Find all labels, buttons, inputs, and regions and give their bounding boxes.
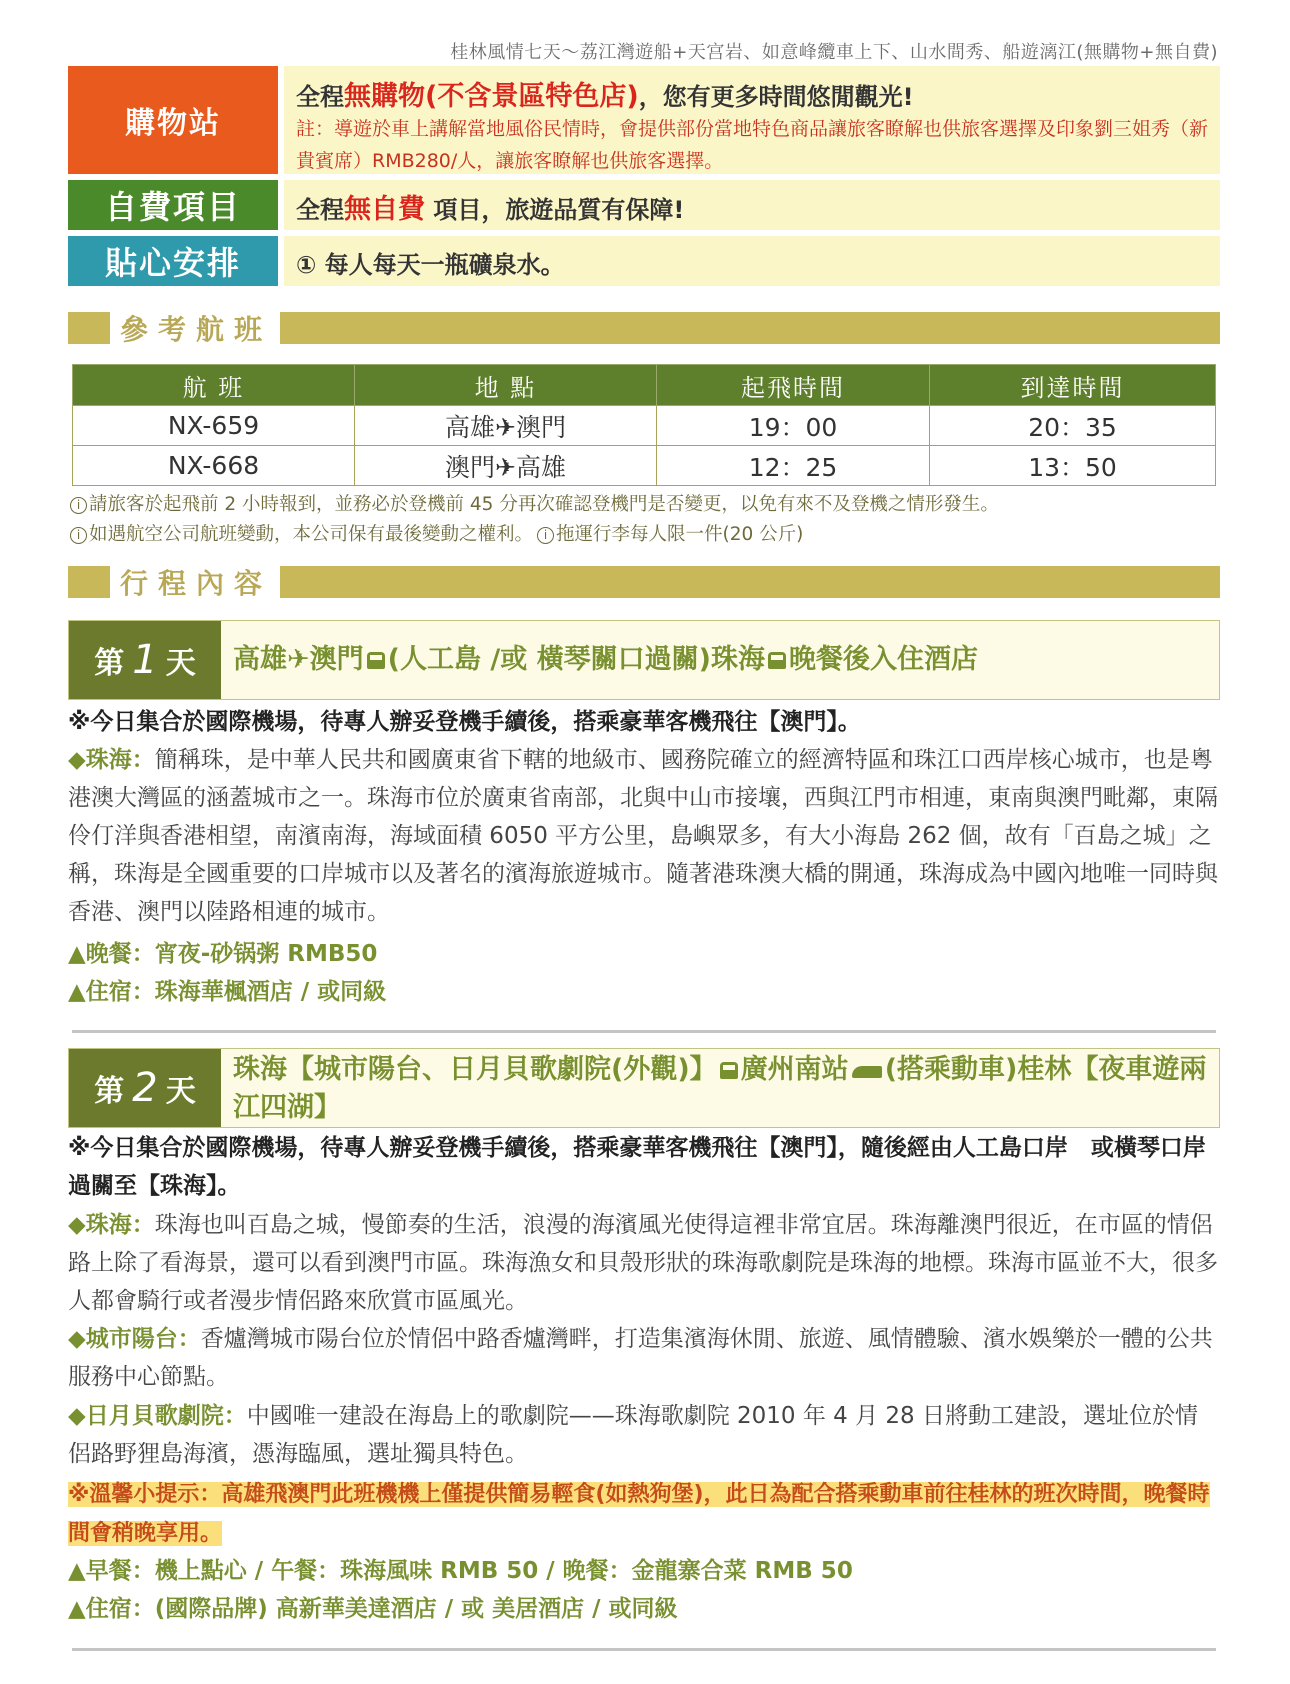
flight-note-2a-text: 如遇航空公司航班變動，本公司保有最後變動之權利。 — [89, 524, 534, 545]
shopping-line — [296, 74, 1208, 113]
day2-title — [221, 1049, 1219, 1127]
day2-zhuhai-label: ◆珠海： — [68, 1212, 155, 1238]
optional-label: 自費項目 — [68, 180, 278, 230]
day1-badge — [69, 621, 221, 699]
flight-note-1-text: 請旅客於起飛前 2 小時報到，並務必於登機前 45 分再次確認登機門是否變更，以免有來不及登機之情形發生。 — [89, 494, 999, 515]
day-suffix: 天 — [165, 1074, 196, 1109]
day2-zhuhai — [68, 1206, 1220, 1320]
day-prefix: 第 — [94, 1074, 125, 1109]
flight-route: 高雄✈澳門 — [355, 406, 657, 446]
table-row — [73, 406, 1216, 446]
info-icon: i — [537, 527, 554, 544]
day1-hotel-text: ▲住宿：珠海華楓酒店 / 或同級 — [68, 979, 387, 1005]
day2-badge — [69, 1049, 221, 1127]
day-number: 1 — [132, 637, 158, 683]
flights-header-row — [73, 365, 1216, 406]
flight-note-2b-text: 拖運行李每人限一件(20 公斤) — [556, 524, 804, 545]
bus-icon — [720, 1062, 738, 1079]
day-number: 2 — [132, 1065, 158, 1111]
bus-icon — [367, 652, 385, 669]
day2-title-a: 珠海【城市陽台、日月貝歌劇院(外觀)】 — [233, 1054, 717, 1085]
route-title: 桂林風情七天～荔江灣遊船+天宫岩、如意峰纜車上下、山水間秀、船遊漓江(無購物+無自費) — [450, 42, 1218, 63]
col-depart: 起飛時間 — [657, 365, 930, 406]
shopping-highlight: 無購物(不含景區特色店) — [344, 81, 639, 112]
itinerary-section-header — [68, 564, 1220, 600]
day2-intro-e: 。 — [217, 1173, 241, 1199]
divider — [72, 1030, 1216, 1033]
day2-balcony-label: ◆城市陽台： — [68, 1326, 201, 1352]
optional-prefix: 全程 — [296, 196, 344, 224]
day2-opera — [68, 1397, 1220, 1473]
day1-meal — [68, 935, 1220, 973]
care-body — [284, 236, 1220, 286]
divider — [72, 1648, 1216, 1651]
day1-title — [221, 621, 1219, 699]
day1-intro — [68, 703, 1220, 741]
shopping-suffix: ，您有更多時間悠閒觀光! — [638, 83, 914, 111]
day2-intro-b: 【澳門】 — [757, 1135, 838, 1161]
section-bar — [280, 566, 1220, 598]
flight-no: NX-668 — [73, 446, 355, 486]
col-location: 地 點 — [355, 365, 657, 406]
day1-zhuhai — [68, 741, 1220, 931]
day2-hotel — [68, 1590, 1220, 1628]
info-icon: i — [70, 527, 87, 544]
day-prefix: 第 — [94, 646, 125, 681]
day1-intro-c: 。 — [837, 709, 861, 735]
optional-highlight: 無自費 — [344, 194, 425, 225]
day2-opera-label: ◆日月貝歌劇院： — [68, 1403, 247, 1429]
flight-depart: 12：25 — [657, 446, 930, 486]
flights-section-title: 參考航班 — [110, 308, 280, 348]
day2-zhuhai-text: 珠海也叫百島之城，慢節奏的生活，浪漫的海濱風光使得這裡非常宜居。珠海離澳門很近，在市區的情侶路上除了看海景，還可以看到澳門市區。珠海漁女和貝殼形狀的珠海歌劇院是珠海的地標。珠海市區並不大，很多人都會騎行或者漫步情侶路來欣賞市區風光。 — [68, 1212, 1218, 1314]
day1-meal-text: ▲晚餐：宵夜-砂锅粥 RMB50 — [68, 941, 378, 967]
day2-meal-text: ▲早餐：機上點心 / 午餐：珠海風味 RMB 50 / 晚餐：金龍寨合菜 RMB 50 — [68, 1558, 853, 1584]
optional-suffix: 項目，旅遊品質有保障! — [425, 196, 685, 224]
flight-no: NX-659 — [73, 406, 355, 446]
train-icon — [852, 1066, 882, 1078]
day1-zhuhai-text: 簡稱珠，是中華人民共和國廣東省下轄的地級市、國務院確立的經濟特區和珠江口西岸核心城市，也是粵港澳大灣區的涵蓋城市之一。珠海市位於廣東省南部，北與中山市接壤，西與江門市相連，東南與澳門毗鄰，東隔伶仃洋與香港相望，南濱南海，海域面積 6050 平方公里，島嶼眾多，有大小海島 262 個，故有「百島之城」之稱，珠海是全國重要的口岸城市以及著名的濱海旅遊城市。隨著港珠澳大橋的開通，珠海成為中國內地唯一同時與香港、澳門以陸路相連的城市。 — [68, 747, 1218, 925]
section-marker — [68, 312, 110, 344]
col-arrive: 到達時間 — [930, 365, 1216, 406]
shopping-note: 註：導遊於車上講解當地風俗民情時，會提供部份當地特色商品讓旅客瞭解也供旅客選擇及印象劉三姐秀（新貴賓席）RMB280/人，讓旅客瞭解也供旅客選擇。 — [296, 118, 1209, 172]
care-label: 貼心安排 — [68, 236, 278, 286]
day1-hotel — [68, 973, 1220, 1011]
flight-note-2 — [70, 520, 803, 546]
shopping-prefix: 全程 — [296, 83, 344, 111]
day2-intro-c: ，隨後經由人工島口岸 或橫琴口岸過關至 — [68, 1135, 1206, 1199]
care-row — [68, 236, 1220, 286]
info-icon: i — [70, 497, 87, 514]
day2-tip-text: ※溫馨小提示：高雄飛澳門此班機機上僅提供簡易輕食(如熱狗堡)，此日為配合搭乘動車前往桂林的班次時間，晚餐時間會稍晚享用。 — [68, 1482, 1210, 1546]
day2-intro-d: 【珠海】 — [137, 1173, 218, 1199]
day-suffix: 天 — [165, 646, 196, 681]
itinerary-section-title: 行程內容 — [110, 562, 280, 602]
optional-row — [68, 180, 1220, 230]
flight-arrive: 20：35 — [930, 406, 1216, 446]
shopping-label: 購物站 — [68, 66, 278, 174]
day1-title-b: (人工島 /或 橫琴關口過關)珠海 — [387, 644, 765, 675]
day1-intro-b: 【澳門】 — [757, 709, 838, 735]
flights-section-header — [68, 310, 1220, 346]
day1-zhuhai-label: ◆珠海： — [68, 747, 155, 773]
day2-opera-text: 中國唯一建設在海島上的歌劇院——珠海歌劇院 2010 年 4 月 28 日將動工建設，選址位於情侶路野狸島海濱，憑海臨風，選址獨具特色。 — [68, 1403, 1199, 1467]
day2-meal — [68, 1552, 1220, 1590]
day2-tip — [68, 1475, 1220, 1553]
day2-hotel-text: ▲住宿：(國際品牌) 高新華美達酒店 / 或 美居酒店 / 或同級 — [68, 1596, 678, 1622]
day2-intro-a: ※今日集合於國際機場，待專人辦妥登機手續後，搭乘豪華客機飛往 — [68, 1135, 758, 1161]
section-bar — [280, 312, 1220, 344]
day2-title-b: 廣州南站 — [740, 1054, 849, 1085]
day2-intro — [68, 1129, 1220, 1205]
flight-arrive: 13：50 — [930, 446, 1216, 486]
care-item: ① 每人每天一瓶礦泉水。 — [296, 251, 565, 279]
day1-intro-a: ※今日集合於國際機場，待專人辦妥登機手續後，搭乘豪華客機飛往 — [68, 709, 758, 735]
day2-balcony-text: 香爐灣城市陽台位於情侶中路香爐灣畔，打造集濱海休閒、旅遊、風情體驗、濱水娛樂於一體的公共服務中心節點。 — [68, 1326, 1213, 1390]
day1-header — [68, 620, 1220, 700]
col-flight: 航 班 — [73, 365, 355, 406]
day2-header — [68, 1048, 1220, 1128]
flights-table — [72, 364, 1216, 486]
day2-balcony — [68, 1320, 1220, 1396]
shopping-body — [284, 66, 1220, 174]
optional-line — [296, 187, 1208, 226]
day2-title-c: (搭乘動車)桂林【夜車遊兩江四湖】 — [233, 1054, 1207, 1123]
day1-title-a: 高雄✈澳門 — [233, 644, 364, 675]
bus-icon — [768, 652, 786, 669]
optional-body — [284, 180, 1220, 230]
flight-note-1 — [70, 490, 999, 516]
day1-title-c: 晚餐後入住酒店 — [788, 644, 978, 675]
section-marker — [68, 566, 110, 598]
shopping-row — [68, 66, 1220, 174]
flight-route: 澳門✈高雄 — [355, 446, 657, 486]
table-row — [73, 446, 1216, 486]
flight-depart: 19：00 — [657, 406, 930, 446]
